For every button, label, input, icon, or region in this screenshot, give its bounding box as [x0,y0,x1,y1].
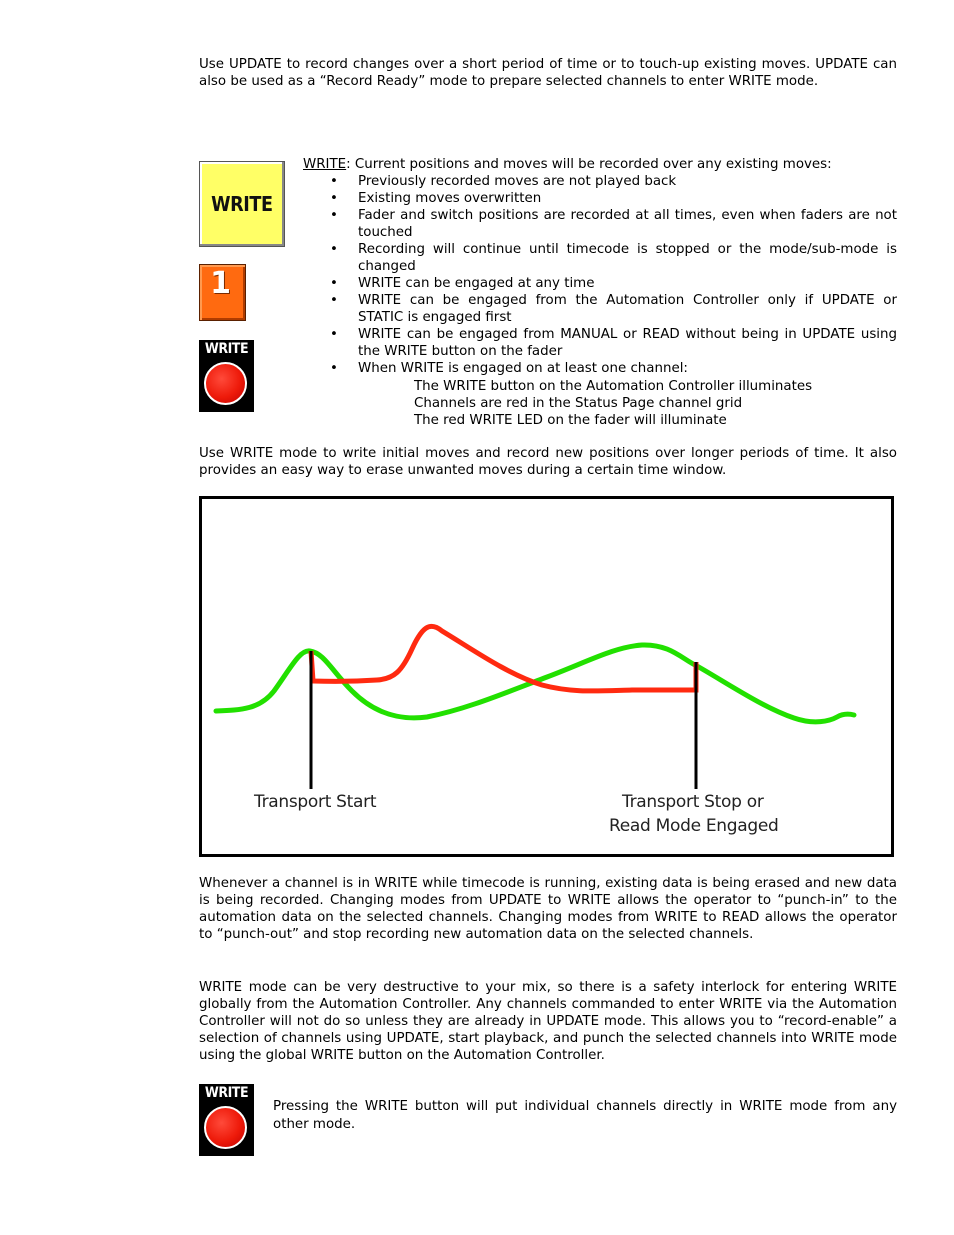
list-item: • Fader and switch positions are recorded at all times, even when faders are not touched [303,207,897,241]
sub-item: Channels are red in the Status Page channel grid [414,396,743,411]
write-led-icon [204,362,247,405]
read-mode-engaged-label: Read Mode Engaged [609,816,779,836]
intro-paragraph: Use UPDATE to record changes over a short period of time or to touch-up existing moves. UPDATE can also be used as a “Record Ready” mode to prepare selected channels to enter WRITE mode. [199,57,897,89]
write-mode-diagram [199,496,894,857]
fader-write-button-label: WRITE [204,1085,249,1101]
list-item: • Recording will continue until timecode is stopped or the mode/sub-mode is changed [303,241,897,275]
write-definition-text: : Current positions and moves will be recorded over any existing moves: [346,157,832,172]
list-item: • Existing moves overwritten [303,190,897,207]
usage-paragraph: Use WRITE mode to write initial moves and record new positions over longer periods of time. It also provides an easy way to erase unwanted moves during a certain time window. [199,446,897,478]
write-definition [303,156,832,173]
transport-stop-label: Transport Stop or [622,792,764,812]
write-key-icon [199,161,285,247]
list-item: • Previously recorded moves are not played back [303,173,897,190]
fader-write-button-icon [199,1084,254,1156]
write-key-label: WRITE [211,192,273,216]
transport-start-label: Transport Start [254,792,377,812]
list-item: • WRITE can be engaged from MANUAL or READ without being in UPDATE using the WRITE button on the fader [303,326,897,360]
fader-write-button-label: WRITE [204,341,249,357]
sub-item: The red WRITE LED on the fader will illuminate [414,413,727,428]
channel-number-label: 1 [210,266,231,301]
sub-item: The WRITE button on the Automation Controller illuminates [414,379,813,394]
safety-interlock-paragraph: WRITE mode can be very destructive to your mix, so there is a safety interlock for entering WRITE globally from the Automation Controller. Any channels commanded to enter WRITE via the Automation Controller will not do so unless they are already in UPDATE mode. This allows you to “record-enable” a selection of channels using UPDATE, start playback, and punch the selected channels into WRITE mode using the global WRITE button on the Automation Controller. [199,980,897,1063]
list-item: • WRITE can be engaged at any time [303,275,897,292]
write-sub-items [414,378,812,429]
write-led-icon [204,1106,247,1149]
list-item: • WRITE can be engaged from the Automation Controller only if UPDATE or STATIC is engaged first [303,292,897,326]
punch-in-paragraph: Whenever a channel is in WRITE while timecode is running, existing data is being erased and new data is being recorded. Changing modes from UPDATE to WRITE allows the operator to “punch-in” to the automation data on the selected channels. Changing modes from WRITE to READ allows the operator to “punch-out” and stop recording new automation data on the selected channels. [199,876,897,942]
channel-number-key-icon [199,264,246,321]
fader-write-button-icon [199,340,254,412]
write-button-note: Pressing the WRITE button will put individual channels directly in WRITE mode from any other mode. [273,1099,897,1132]
write-bullet-list [303,173,897,377]
list-item: • When WRITE is engaged on at least one channel: [303,360,897,377]
write-term: WRITE [303,157,347,172]
new-moves-curve [311,626,696,691]
